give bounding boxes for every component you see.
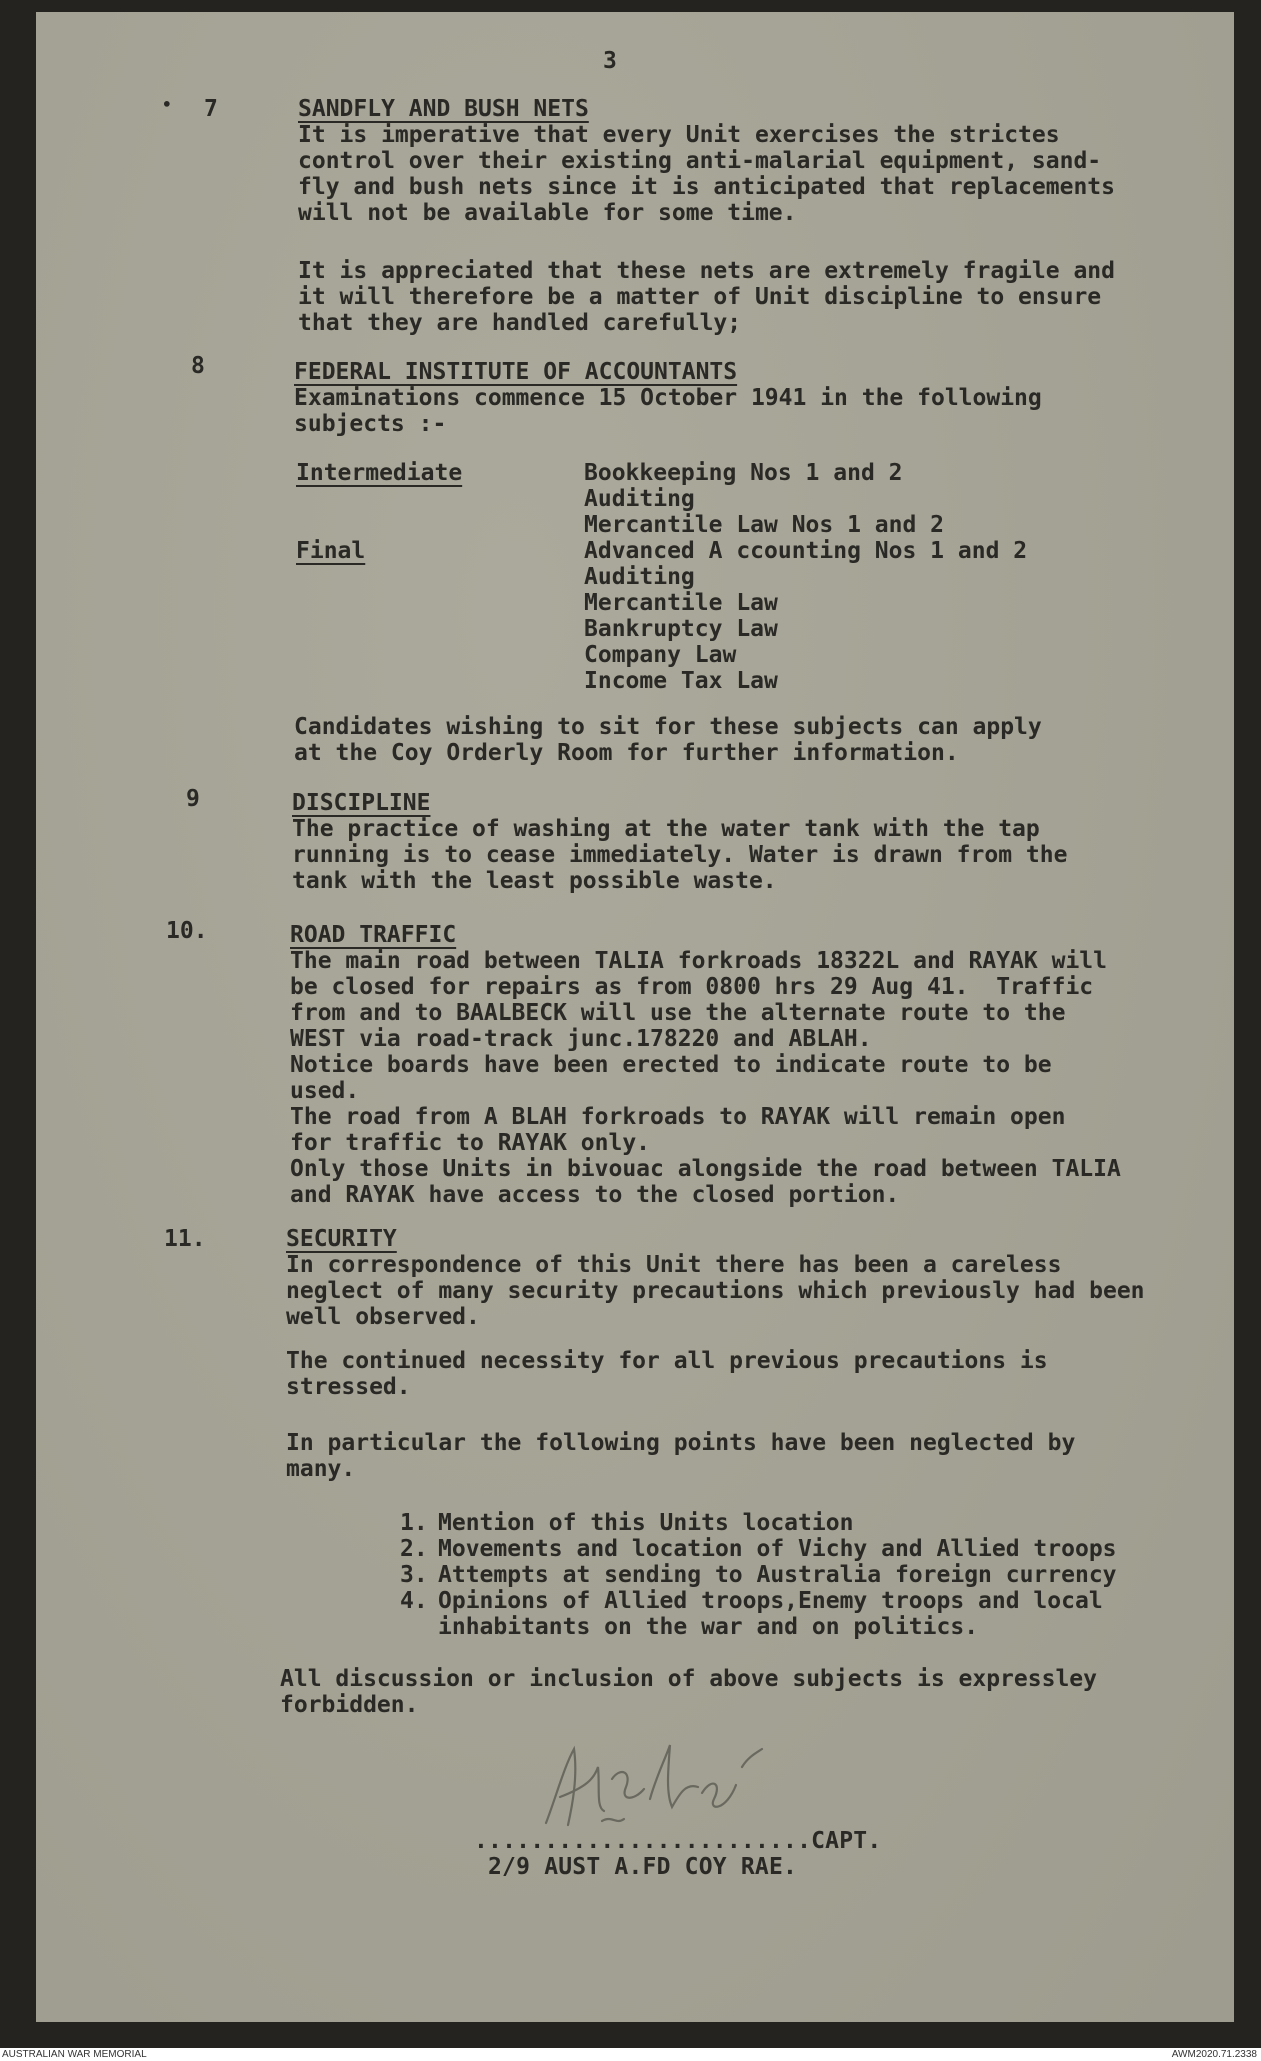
section-11-paragraph-2 [286, 1348, 1048, 1400]
section-11-paragraph-4 [280, 1666, 1097, 1718]
text-line: stressed. [286, 1374, 411, 1400]
section-11-paragraph-3 [286, 1430, 1075, 1482]
list-item [400, 1614, 1117, 1640]
section-number-10: 10. [166, 918, 208, 944]
text-line: many. [286, 1456, 356, 1482]
text-line: be closed for repairs as from 0800 hrs 29 Aug 41. Traffic [290, 974, 1094, 1000]
text-line: well observed. [286, 1304, 480, 1330]
footer-institution: AUSTRALIAN WAR MEMORIAL [2, 2049, 147, 2060]
text-line: from and to BAALBECK will use the alternate route to the [290, 1000, 1066, 1026]
text-line: that they are handled carefully; [298, 310, 742, 336]
subject-line: Mercantile Law Nos 1 and 2 [584, 512, 945, 538]
signature-unit: 2/9 AUST A.FD COY RAE. [488, 1854, 798, 1880]
section-number-7: 7 [204, 96, 218, 122]
margin-mark: • [162, 95, 172, 114]
subject-line: Company Law [584, 642, 737, 668]
text-line: tank with the least possible waste. [292, 868, 777, 894]
section-7-paragraph-2 [298, 258, 1115, 336]
text-line: It is imperative that every Unit exercises the strictes [298, 122, 1060, 148]
section-number-11: 11. [164, 1226, 206, 1252]
text-line: neglect of many security precautions which previously had been [286, 1278, 1145, 1304]
heading-discipline: DISCIPLINE [292, 790, 431, 816]
text-line: WEST via road-track junc.178220 and ABLAH. [290, 1026, 872, 1052]
heading-security: SECURITY [286, 1226, 397, 1252]
text-line: Candidates wishing to sit for these subjects can apply [294, 714, 1042, 740]
list-item-text: inhabitants on the war and on politics. [438, 1614, 979, 1640]
text-line: for traffic to RAYAK only. [290, 1130, 651, 1156]
section-number-8: 8 [191, 353, 205, 379]
list-item-text: Opinions of Allied troops,Enemy troops and local [438, 1588, 1103, 1614]
list-item [400, 1510, 1117, 1536]
list-item [400, 1588, 1117, 1614]
text-line: The continued necessity for all previous precautions is [286, 1348, 1048, 1374]
section-number-9: 9 [186, 786, 200, 812]
text-line: Examinations commence 15 October 1941 in the following [294, 385, 1042, 411]
heading-road-traffic: ROAD TRAFFIC [290, 922, 457, 948]
text-line: subjects :- [294, 411, 447, 437]
text-line: The main road between TALIA forkroads 18322L and RAYAK will [290, 948, 1107, 974]
text-line: will not be available for some time. [298, 200, 797, 226]
final-label: Final [296, 538, 366, 564]
list-item [400, 1562, 1117, 1588]
subject-line: Bookkeeping Nos 1 and 2 [584, 460, 903, 486]
text-line: it will therefore be a matter of Unit discipline to ensure [298, 284, 1102, 310]
subject-line: Auditing [584, 564, 695, 590]
text-line: forbidden. [280, 1692, 419, 1718]
text-line: and RAYAK have access to the closed portion. [290, 1182, 900, 1208]
section-11-paragraph-1 [286, 1252, 1145, 1330]
list-item-number: 2. [400, 1536, 428, 1562]
text-line: It is appreciated that these nets are extremely fragile and [298, 258, 1115, 284]
heading-federal-institute: FEDERAL INSTITUTE OF ACCOUNTANTS [294, 359, 738, 385]
list-item-number: 3. [400, 1562, 428, 1588]
section-8-paragraph-1 [294, 385, 1042, 437]
list-item-number: 4. [400, 1588, 428, 1614]
text-line: at the Coy Orderly Room for further information. [294, 740, 959, 766]
text-line: In particular the following points have been neglected by [286, 1430, 1076, 1456]
security-points-list [400, 1510, 1117, 1640]
section-8-paragraph-2 [294, 714, 1042, 766]
final-subjects [584, 538, 1027, 694]
text-line: The practice of washing at the water tank with the tap [292, 816, 1040, 842]
subject-line: Auditing [584, 486, 695, 512]
text-line: control over their existing anti-malarial equipment, sand- [298, 148, 1102, 174]
text-line: fly and bush nets since it is anticipated that replacements [298, 174, 1115, 200]
page-number: 3 [603, 48, 618, 74]
handwritten-signature [516, 1727, 776, 1837]
intermediate-label: Intermediate [296, 460, 463, 486]
subject-line: Income Tax Law [584, 668, 778, 694]
subject-line: Advanced A ccounting Nos 1 and 2 [584, 538, 1028, 564]
section-10-paragraph [290, 948, 1121, 1208]
section-7-paragraph-1 [298, 122, 1115, 226]
document-page [36, 12, 1234, 2022]
text-line: Notice boards have been erected to indicate route to be [290, 1052, 1052, 1078]
footer-accession-number: AWM2020.71.2338 [1171, 2049, 1257, 2060]
text-line: Only those Units in bivouac alongside the road between TALIA [290, 1156, 1121, 1182]
list-item-text: Mention of this Units location [438, 1510, 854, 1536]
intermediate-subjects [584, 460, 944, 538]
section-9-paragraph [292, 816, 1067, 894]
heading-sandfly-bush-nets: SANDFLY AND BUSH NETS [298, 96, 589, 122]
text-line: In correspondence of this Unit there has been a careless [286, 1252, 1062, 1278]
subject-line: Bankruptcy Law [584, 616, 778, 642]
list-item-text: Movements and location of Vichy and Allied troops [438, 1536, 1117, 1562]
list-item [400, 1536, 1117, 1562]
text-line: The road from A BLAH forkroads to RAYAK will remain open [290, 1104, 1066, 1130]
text-line: All discussion or inclusion of above subjects is expressley [280, 1666, 1097, 1692]
text-line: used. [290, 1078, 360, 1104]
list-item-text: Attempts at sending to Australia foreign currency [438, 1562, 1117, 1588]
subject-line: Mercantile Law [584, 590, 778, 616]
list-item-number: 1. [400, 1510, 428, 1536]
text-line: running is to cease immediately. Water is drawn from the [292, 842, 1068, 868]
signature-line-capt: ........................CAPT. [474, 1828, 882, 1854]
